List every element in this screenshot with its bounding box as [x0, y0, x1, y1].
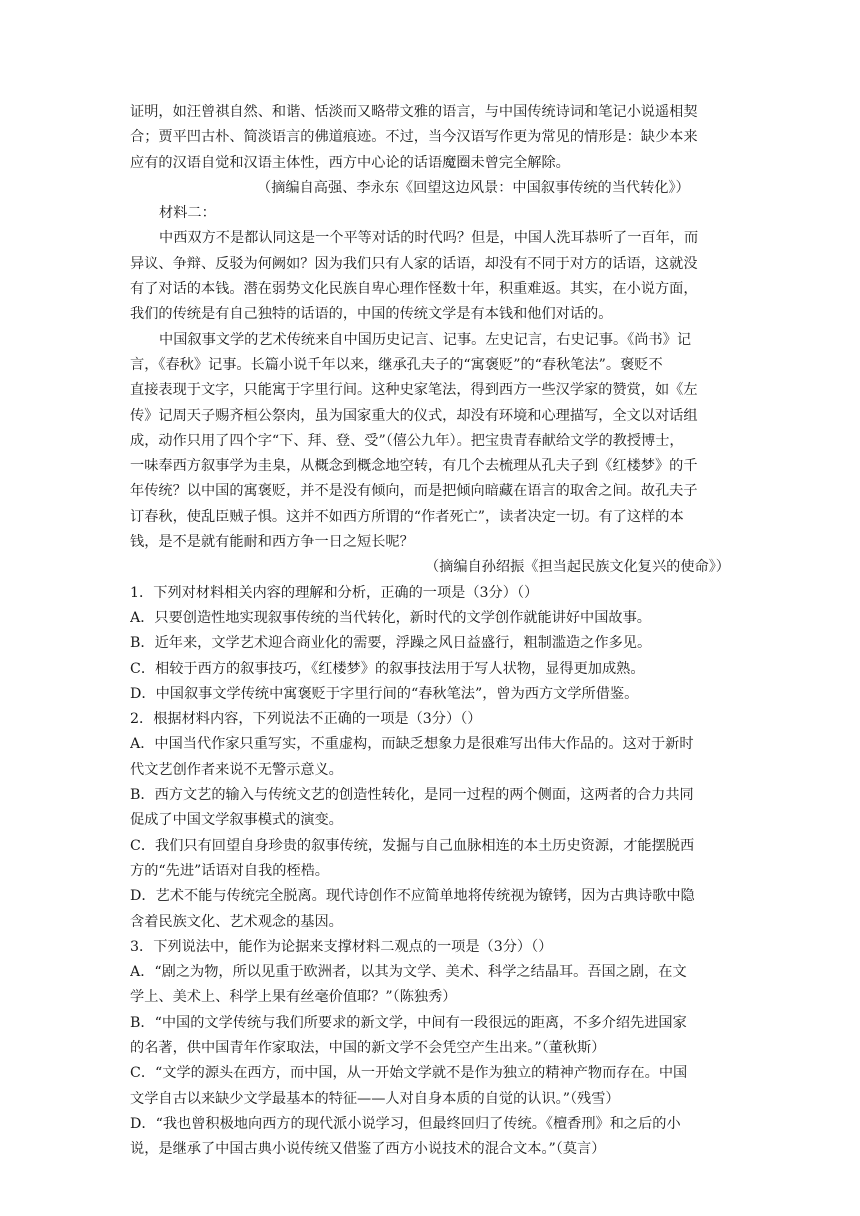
option-b: B．西方文艺的输入与传统文艺的创造性转化，是同一过程的两个侧面，这两者的合力共同: [130, 787, 694, 804]
text-line: 中西双方不是都认同这是一个平等对话的时代吗？但是，中国人洗耳恭听了一百年，而: [159, 230, 699, 247]
text-line: 言，《春秋》记事。长篇小说千年以来，继承孔夫子的“寓褒贬”的“春秋笔法”。褒贬不: [130, 356, 663, 373]
question-stem: 1．下列对材料相关内容的理解和分析，正确的一项是（3分）（）: [130, 584, 539, 601]
material2-paragraph-1: [130, 226, 732, 327]
material2-paragraph-2: [130, 328, 732, 556]
option-d: D．“我也曾积极地向西方的现代派小说学习，但最终回归了传统。《檀香刑》和之后的小: [130, 1115, 681, 1132]
option-d: D．艺术不能与传统完全脱离。现代诗创作不应简单地将传统视为镣铐，因为古典诗歌中隐: [130, 888, 695, 905]
option-c-cont: 文学自古以来缺少文学最基本的特征——人对自身本质的自觉的认识。”（残雪）: [130, 1090, 620, 1107]
option-b: B．“中国的文学传统与我们所要求的新文学，中间有一段很远的距离，不多介绍先进国家: [130, 1014, 687, 1031]
text-line: 异议、争辩、反驳为何阙如？因为我们只有人家的话语，却没有不同于对方的话语，这就没: [130, 255, 698, 272]
text-line: 订春秋，使乱臣贼子惧。这并不如西方所谓的“作者死亡”，读者决定一切。有了这样的本: [130, 508, 684, 525]
question-stem: 2．根据材料内容，下列说法不正确的一项是（3分）（）: [130, 711, 482, 728]
option-b-cont: 的名著，供中国青年作家取法，中国的新文学不会凭空产生出来。”（董秋斯）: [130, 1039, 606, 1056]
text-line: 应有的汉语自觉和汉语主体性，西方中心论的话语魔圈未曾完全解除。: [130, 154, 570, 171]
option-c: C．“文学的源头在西方，而中国，从一开始文学就不是作为独立的精神产物而存在。中国: [130, 1065, 688, 1082]
option-b-cont: 促成了中国文学叙事模式的演变。: [130, 812, 343, 829]
option-c: C．我们只有回望自身珍贵的叙事传统，发掘与自己血脉相连的本土历史资源，才能摆脱西: [130, 837, 695, 854]
text-line: 成，动作只用了四个字“下、拜、登、受”（僖公九年）。把宝贵青春献给文学的教授博士，: [130, 432, 684, 449]
material2-heading: 材料二：: [159, 205, 216, 222]
text-line: 证明，如汪曾祺自然、和谐、恬淡而又略带文雅的语言，与中国传统诗词和笔记小说遥相契: [130, 104, 698, 120]
option-c: C．相较于西方的叙事技巧，《红楼梦》的叙事技法用于写人状物，显得更加成熟。: [130, 660, 645, 677]
material2-source: （摘编自孙绍振《担当起民族文化复兴的使命》）: [424, 559, 730, 576]
option-c-cont: 方的“先进”话语对自我的桎梏。: [130, 862, 329, 879]
option-d: D．中国叙事文学传统中寓褒贬于字里行间的“春秋笔法”，曾为西方文学所借鉴。: [130, 685, 639, 702]
option-b: B．近年来，文学艺术迎合商业化的需要，浮躁之风日益盛行，粗制滥造之作多见。: [130, 635, 652, 652]
option-a: A．只要创造性地实现叙事传统的当代转化，新时代的文学创作就能讲好中国故事。: [130, 609, 651, 626]
text-line: 合；贾平凹古朴、简淡语言的佛道痕迹。不过，当今汉语写作更为常见的情形是：缺少本来: [130, 129, 698, 146]
text-line: 一味奉西方叙事学为圭臬，从概念到概念地空转，有几个去梳理从孔夫子到《红楼梦》的千: [130, 458, 698, 475]
text-line: 中国叙事文学的艺术传统来自中国历史记言、记事。左史记言，右史记事。《尚书》记: [159, 331, 692, 348]
text-line: 我们的传统是有自己独特的话语的，中国的传统文学是有本钱和他们对话的。: [130, 306, 613, 323]
text-line: 直接表现于文字，只能寓于字里行间。这种史家笔法，得到西方一些汉学家的赞赏，如《左: [130, 382, 698, 399]
text-line: 钱，是不是就有能耐和西方争一日之短长呢？: [130, 534, 414, 551]
text-line: 有了对话的本钱。潜在弱势文化民族自卑心理作怪数十年，积重难返。其实，在小说方面，: [130, 281, 698, 298]
option-a: A．中国当代作家只重写实，不重虚构，而缺乏想象力是很难写出伟大作品的。这对于新时: [130, 736, 694, 753]
question-1: [130, 581, 732, 707]
question-3: [130, 935, 732, 1163]
material1-source: （摘编自高强、李永东《回望这边风景：中国叙事传统的当代转化》）: [257, 179, 690, 196]
question-stem: 3．下列说法中，能作为论据来支撑材料二观点的一项是（3分）（）: [130, 938, 553, 955]
text-line: 年传统？以中国的寓褒贬，并不是没有倾向，而是把倾向暗藏在语言的取舍之间。故孔夫子: [130, 483, 698, 500]
option-a-cont: 学上、美术上、科学上果有丝毫价值耶？”（陈独秀）: [130, 989, 457, 1006]
option-a: A．“剧之为物，所以见重于欧洲者，以其为文学、美术、科学之结晶耳。吾国之剧，在文: [130, 964, 687, 981]
material1-tail: [130, 100, 732, 176]
text-line: 传》记周天子赐齐桓公祭肉，虽为国家重大的仪式，却没有环境和心理描写，全文以对话组: [130, 407, 698, 424]
option-a-cont: 代文艺创作者来说不无警示意义。: [130, 761, 343, 778]
option-d-cont: 含着民族文化、艺术观念的基因。: [130, 913, 343, 930]
option-d-cont: 说，是继承了中国古典小说传统又借鉴了西方小说技术的混合文本。”（莫言）: [130, 1141, 606, 1158]
question-2: [130, 707, 732, 935]
